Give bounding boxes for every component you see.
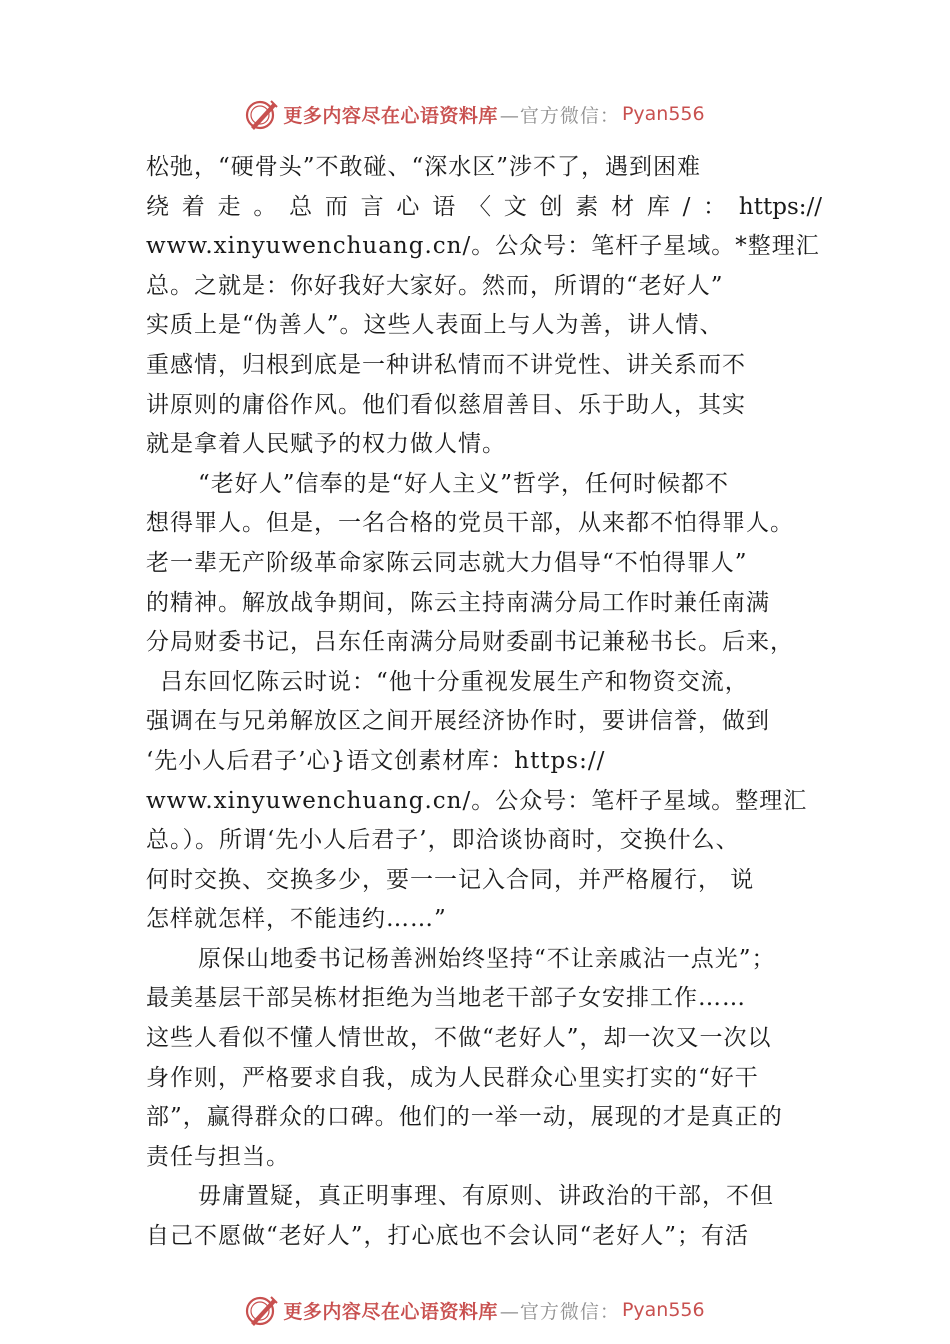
- banner-title: 更多内容尽在心语资料库: [283, 104, 498, 127]
- document-body: [146, 148, 822, 1257]
- text-line: 讲原则的庸俗作风。他们看似慈眉善目、乐于助人，其实: [146, 391, 746, 418]
- text-line: 老一辈无产阶级革命家陈云同志就大力倡导“不怕得罪人”: [146, 549, 748, 576]
- text-line: 的精神。解放战争期间，陈云主持南满分局工作时兼任南满: [146, 589, 770, 616]
- text-line: 部”，赢得群众的口碑。他们的一举一动，展现的才是真正的: [146, 1104, 783, 1131]
- text-line: 责任与担当。: [146, 1143, 290, 1170]
- header-banner: [0, 94, 950, 134]
- text-line: 强调在与兄弟解放区之间开展经济协作时，要讲信誉，做到: [146, 708, 770, 735]
- text-line: 何时交换、交换多少，要一一记入合同，并严格履行， 说: [146, 866, 755, 893]
- footer-banner: [0, 1290, 950, 1330]
- text-line: 想得罪人。但是，一名合格的党员干部，从来都不怕得罪人。: [146, 510, 794, 537]
- text-line: 原保山地委书记杨善洲始终坚持“不让亲戚沾一点光”；: [198, 945, 776, 972]
- text-line: 实质上是“伪善人”。这些人表面上与人为善，讲人情、: [146, 312, 724, 339]
- text-line: 最美基层干部吴栋材拒绝为当地老干部子女安排工作……: [146, 985, 746, 1012]
- text-line: 吕东回忆陈云时说：“他十分重视发展生产和物资交流，: [160, 668, 749, 695]
- pen-logo-icon: [245, 1293, 279, 1327]
- text-line: www.xinyuwenchuang.cn/。公众号：笔杆子星域。整理汇: [146, 787, 808, 814]
- text-line: 绕着走。总而言心语〈文创素材库/：https://: [146, 193, 822, 220]
- text-line: 松弛，“硬骨头”不敢碰、“深水区”涉不了，遇到困难: [146, 154, 702, 180]
- text-line: 总。之就是：你好我好大家好。然而，所谓的“老好人”: [146, 272, 724, 299]
- text-line: “老好人”信奉的是“好人主义”哲学，任何时候都不: [198, 470, 730, 497]
- text-line: 毋庸置疑，真正明事理、有原则、讲政治的干部，不但: [198, 1183, 774, 1210]
- text-line: 分局财委书记，吕东任南满分局财委副书记兼秘书长。后来，: [146, 629, 794, 656]
- text-line: 总。）。所谓‘先小人后君子’，即洽谈协商时，交换什么、: [146, 827, 740, 854]
- text-line: 重感情，归根到底是一种讲私情而不讲党性、讲关系而不: [146, 351, 746, 378]
- text-line: 身作则，严格要求自我，成为人民群众心里实打实的“好干: [146, 1064, 759, 1091]
- text-line: 怎样就怎样，不能违约……”: [146, 906, 447, 933]
- text-line: ‘先小人后君子’心}语文创素材库：https://: [146, 747, 606, 774]
- banner-wechat-id: Pyan556: [621, 1299, 705, 1321]
- banner-wechat-id: Pyan556: [621, 103, 705, 125]
- banner-title: 更多内容尽在心语资料库: [283, 1300, 498, 1323]
- text-line: 就是拿着人民赋予的权力做人情。: [146, 431, 506, 458]
- text-line: www.xinyuwenchuang.cn/。公众号：笔杆子星域。*整理汇: [146, 233, 820, 260]
- banner-wechat-label: —官方微信：: [499, 1300, 620, 1323]
- text-line: 这些人看似不懂人情世故，不做“老好人”，却一次又一次以: [146, 1025, 772, 1052]
- text-line: 自己不愿做“老好人”，打心底也不会认同“老好人”；有活: [146, 1223, 750, 1250]
- pen-logo-icon: [245, 97, 279, 131]
- banner-wechat-label: —官方微信：: [499, 104, 620, 127]
